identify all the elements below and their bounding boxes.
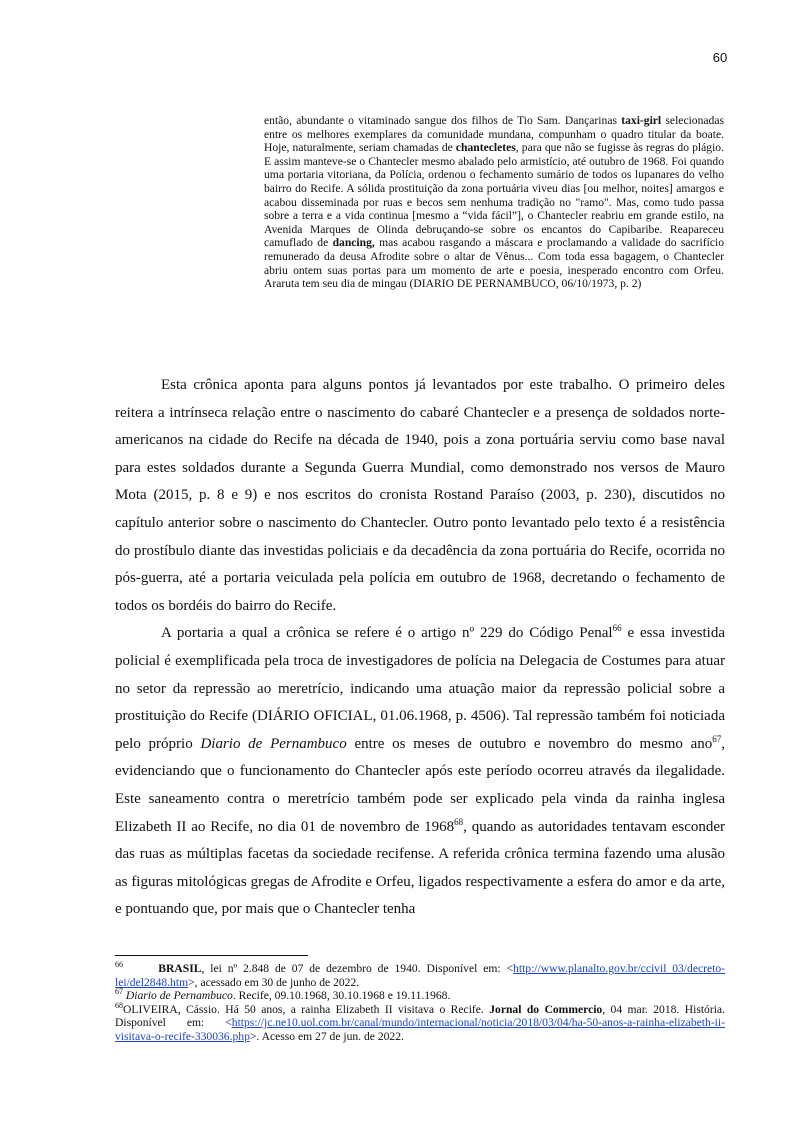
footnote-67	[115, 989, 725, 1003]
footnote-text: >, acessado em 30 de junho de 2022.	[188, 975, 360, 989]
quote-text: selecionadas entre os melhores exemplares da comunidade mundana, compunham o quadro titular da boate. Hoje, naturalmente, seriam chamadas de	[264, 114, 724, 155]
footnote-author: BRASIL	[158, 962, 202, 975]
body-paragraph-2	[115, 620, 725, 924]
footnote-ref-67[interactable]: 67	[712, 733, 722, 744]
footnote-text: . Recife, 09.10.1968, 30.10.1968 e 19.11.1968.	[232, 989, 451, 1003]
footnote-text: >. Acesso em 27 de jun. de 2022.	[249, 1029, 404, 1043]
footnote-link[interactable]: http://www.planalto.gov.br/ccivil_03/decreto-lei/del2848.htm	[115, 962, 726, 989]
quote-bold-term: dancing,	[332, 236, 375, 250]
body-text: , quando as autoridades tentavam esconder das ruas as múltiplas facetas da sociedade recifense. A referida crônica termina fazendo uma alusão as figuras mitológicas gregas de Afrodite e Orfeu, ligados respectivamente a esfera do amor e da arte, e pontuando que, por mais que o Chantecler tenha	[115, 818, 726, 918]
quote-bold-term: taxi-girl	[621, 114, 662, 127]
footnote-68	[115, 1000, 725, 1044]
main-body	[115, 372, 725, 924]
quote-paragraph	[264, 114, 724, 291]
footnote-bold: Jornal do Commercio	[489, 1002, 603, 1016]
italic-title: Diario de Pernambuco	[200, 735, 347, 752]
body-text: e essa investida policial é exemplificada pela troca de investigadores de polícia na Delegacia de Costumes para atuar no setor da repressão ao meretrício, indicando uma atuação maior da repressão policial sobre a prostituição do Recife (DIÁRIO OFICIAL, 01.06.1968, p. 4506). Tal repressão também foi noticiada pelo próprio	[115, 625, 725, 752]
footnote-text: OLIVEIRA, Cássio. Há 50 anos, a rainha Elizabeth II visitava o Recife.	[123, 1002, 490, 1016]
body-text: , evidenciando que o funcionamento do Chantecler após este período ocorreu através da ilegalidade. Este saneamento contra o meretrício também pode ser explicado pela vinda da rainha inglesa Elizabeth II ao Recife, no dia 01 de novembro de 1968	[115, 735, 726, 835]
footnote-text: , 04 mar. 2018. História. Disponível em: <	[115, 1002, 725, 1030]
body-paragraph-1: Esta crônica aponta para alguns pontos já levantados por este trabalho. O primeiro deles reitera a intrínseca relação entre o nascimento do cabaré Chantecler e a presença de soldados norte-americanos na cidade do Recife na década de 1940, pois a zona portuária serviu como base naval para estes soldados durante a Segunda Guerra Mundial, como demonstrado nos versos de Mauro Mota (2015, p. 8 e 9) e nos escritos do cronista Rostand Paraíso (2003, p. 230), discutidos no capítulo anterior sobre o nascimento do Chantecler. Outro ponto levantado pelo texto é a resistência do prostíbulo diante das investidas policiais e da decadência da zona portuária do Recife, ocorrida no pós-guerra, até a portaria veiculada pela polícia em outubro de 1968, decretando o fechamento de todos os bordéis do bairro do Recife.	[115, 377, 725, 614]
body-text: A portaria a qual a crônica se refere é o artigo nº 229 do Código Penal	[161, 625, 613, 642]
footnote-italic: Diario de Pernambuco	[125, 989, 233, 1003]
footnote-66	[115, 962, 725, 989]
footnote-link[interactable]: https://jc.ne10.uol.com.br/canal/mundo/internacional/noticia/2018/03/04/ha-50-anos-a-rainha-elizabeth-ii-visitava-o-recife-330036.php	[115, 1016, 725, 1043]
page-number: 60	[712, 50, 728, 65]
footnote-number: 67	[115, 987, 123, 997]
footnote-text: , lei nº 2.848 de 07 de dezembro de 1940. Disponível em: <	[201, 962, 514, 975]
footnote-separator	[115, 955, 308, 956]
quote-text: mas acabou rasgando a máscara e proclamando a validade do sacrifício remunerado da deusa Afrodite sobre o altar de Vênus... Com toda essa bagagem, o Chantecler abriu ontem suas portas para um momento de arte e poesia, inesperado encontro com Orfeu. Araruta tem seu dia de mingau (DIARIO DE PERNAMBUCO, 06/10/1973, p. 2)	[264, 236, 725, 291]
quote-text: então, abundante o vitaminado sangue dos filhos de Tio Sam. Dançarinas	[264, 114, 622, 127]
footnotes	[115, 962, 725, 1044]
footnote-ref-66[interactable]: 66	[612, 623, 622, 634]
footnote-ref-68[interactable]: 68	[454, 816, 464, 827]
body-text: entre os meses de outubro e novembro do mesmo ano	[346, 735, 713, 752]
quote-text: , para que não se fugisse às regras do plágio. E assim manteve-se o Chantecler mesmo abalado pelo armistício, até outubro de 1968. Foi quando uma portaria vitoriana, da Polícia, ordenou o fechamento sumário de todos os lupanares do velho bairro do Recife. A sólida prostituição da zona portuária viveu dias [ou melhor, noites] amargos e acabou disseminada por ruas e becos sem nenhuma tradição no "ramo". Mas, como tudo passa sobre a terra e a vida continua [mesmo a “vida fácil”], o Chantecler reabriu em grande estilo, na Avenida Marques de Olinda debruçando-se sobre os encantos do Capibaribe. Reapareceu camuflado de	[264, 141, 724, 250]
quote-bold-term: chantecletes	[455, 141, 516, 155]
footnote-number: 68	[115, 1000, 123, 1010]
block-quote	[264, 114, 724, 291]
footnote-number: 66	[115, 960, 123, 970]
